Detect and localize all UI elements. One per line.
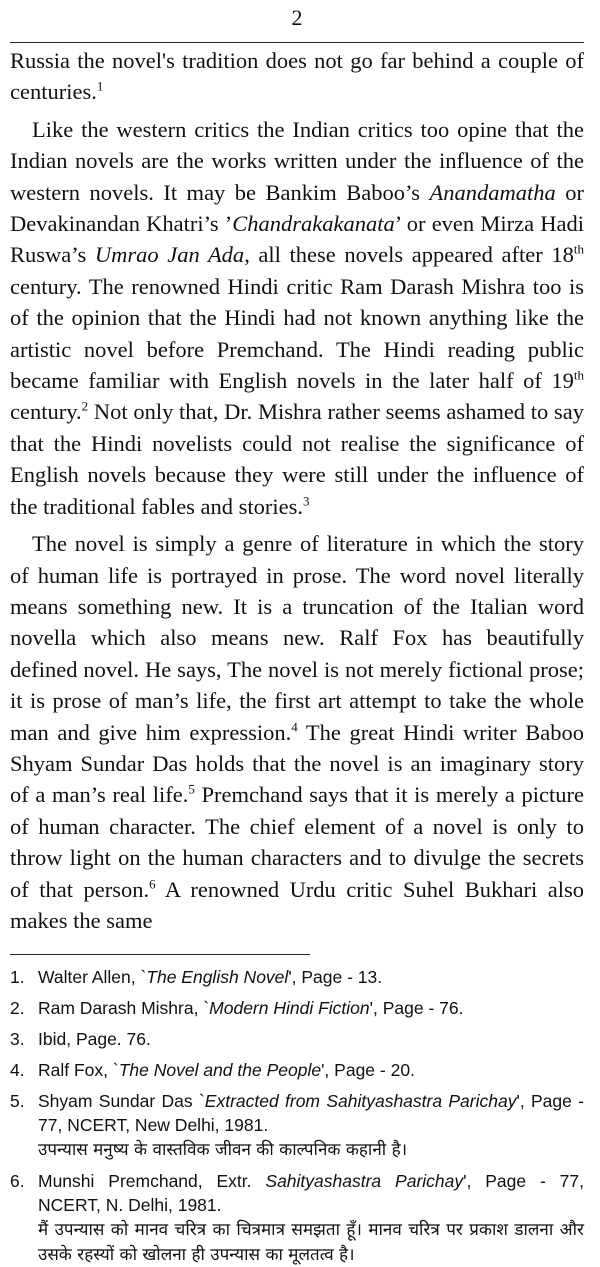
- footnote-ref: 3: [303, 493, 310, 509]
- text-run: ', Page - 20.: [321, 1060, 415, 1081]
- footnote-ref: 5: [188, 781, 195, 797]
- footnote-ref: 1: [96, 78, 104, 94]
- text-run: The novel is simply a genre of literature in which the story of human life is portrayed in prose. The word novel literally means something new. It is a truncation of the Italian word novella which also means new. Ralf Fox has beautifully defined novel. He says, The novel is not merely fictional prose; it is prose of man’s life, the first art attempt to take the whole man and give him expression.: [10, 531, 584, 745]
- footnote-number: 3.: [10, 1029, 25, 1050]
- footnote-text: [38, 965, 584, 989]
- footnote: [10, 1089, 584, 1162]
- footnote-ref: 6: [149, 876, 156, 892]
- text-run: ', Page - 77, NCERT, New Delhi, 1981.: [38, 1091, 585, 1136]
- footnote-body: [38, 1089, 584, 1162]
- text-run: ', Page - 77, NCERT, N. Delhi, 1981.: [38, 1171, 584, 1216]
- footnote-list: [10, 965, 584, 1267]
- footnote: [10, 965, 584, 989]
- text-run: ', Page - 13.: [288, 967, 383, 988]
- text-run: Premchand says that it is merely a picture of human character. The chief element of a novel is only to throw light on the human characters and to divulge the secrets of that person.: [10, 782, 584, 902]
- footnote-number: 4.: [10, 1060, 25, 1081]
- text-run: Ralf Fox, `: [38, 1060, 119, 1081]
- text-run: Ibid, Page. 76.: [38, 1029, 151, 1050]
- italic-title: Extracted from Sahityashastra Parichay: [204, 1091, 517, 1112]
- text-run: or Devakinandan Khatri’s ’: [10, 179, 585, 237]
- footnote-number: 2.: [10, 998, 25, 1019]
- footnote-text: [38, 1091, 584, 1135]
- footnote-number: 5.: [10, 1091, 25, 1112]
- italic-title: The Novel and the People: [118, 1060, 322, 1081]
- footnote: [10, 996, 584, 1020]
- footnote-text: [38, 1027, 584, 1051]
- italic-title: Modern Hindi Fiction: [209, 998, 370, 1019]
- header-rule: [10, 42, 584, 43]
- text-run: century. The renowned Hindi critic Ram Darash Mishra too is of the opinion that the Hindi had not known anything like the artistic novel before Premchand. The Hindi reading public became familiar with English novels in the later half of 19: [10, 273, 584, 394]
- footnote-hindi-quote: उपन्यास मनुष्य के वास्तविक जीवन की काल्पनिक कहानी है।: [38, 1140, 408, 1161]
- footnote-text: [38, 996, 584, 1020]
- footnote-text: [38, 1058, 584, 1082]
- page-number: 2: [291, 5, 303, 30]
- paragraph: [10, 114, 584, 522]
- footnote-hindi-quote: मैं उपन्यास को मानव चरित्र का चित्रमात्र समझता हूँ। मानव चरित्र पर प्रकाश डालना और उसके रहस्यों को खोलना ही उपन्यास का मूलतत्व है।: [38, 1220, 584, 1266]
- italic-title: Chandrakakanata: [232, 211, 395, 237]
- italic-title: The English Novel: [146, 967, 289, 988]
- footnote-number: 1.: [10, 967, 25, 988]
- text-run: ’ or even Mirza Hadi Ruswa’s: [10, 211, 584, 268]
- italic-title: Umrao Jan Ada: [94, 242, 245, 268]
- text-run: Shyam Sundar Das `: [38, 1091, 205, 1112]
- text-run: The great Hindi writer Baboo Shyam Sundar Das holds that the novel is an imaginary story of a man’s real life.: [10, 719, 584, 808]
- footnote-body: [38, 1169, 584, 1267]
- footnote-ref: th: [573, 367, 584, 383]
- footnote: [10, 1027, 584, 1051]
- paragraph: [10, 528, 584, 936]
- paragraph: [10, 45, 584, 108]
- footnote-number: 6.: [10, 1171, 25, 1192]
- text-run: Walter Allen, `: [38, 967, 147, 988]
- footnote-ref: 4: [291, 719, 298, 735]
- text-run: century.: [10, 399, 82, 425]
- footnote: [10, 1058, 584, 1082]
- text-run: Not only that, Dr. Mishra rather seems ashamed to say that the Hindi novelists could not realise the significance of English novels because they were still under the influence of the traditional fables and stories.: [10, 399, 584, 519]
- body-text: [10, 45, 584, 936]
- footnote: [10, 1169, 584, 1267]
- text-run: , all these novels appeared after 18: [244, 242, 574, 268]
- text-run: Ram Darash Mishra, `: [38, 998, 210, 1019]
- footnote-ref: th: [573, 241, 584, 257]
- italic-title: Anandamatha: [429, 179, 556, 205]
- text-run: Like the western critics the Indian critics too opine that the Indian novels are the works written under the influence of the western novels. It may be Bankim Baboo’s: [10, 116, 584, 205]
- footnote-text: [38, 1171, 584, 1215]
- footnote-rule: [10, 954, 310, 955]
- text-run: ', Page - 76.: [369, 998, 464, 1019]
- text-run: Russia the novel's tradition does not go far behind a couple of centuries.: [10, 48, 584, 105]
- text-run: Munshi Premchand, Extr.: [38, 1171, 266, 1192]
- italic-title: Sahityashastra Parichay: [265, 1171, 464, 1192]
- footnote-ref: 2: [81, 398, 89, 414]
- text-run: A renowned Urdu critic Suhel Bukhari also makes the same: [10, 876, 584, 933]
